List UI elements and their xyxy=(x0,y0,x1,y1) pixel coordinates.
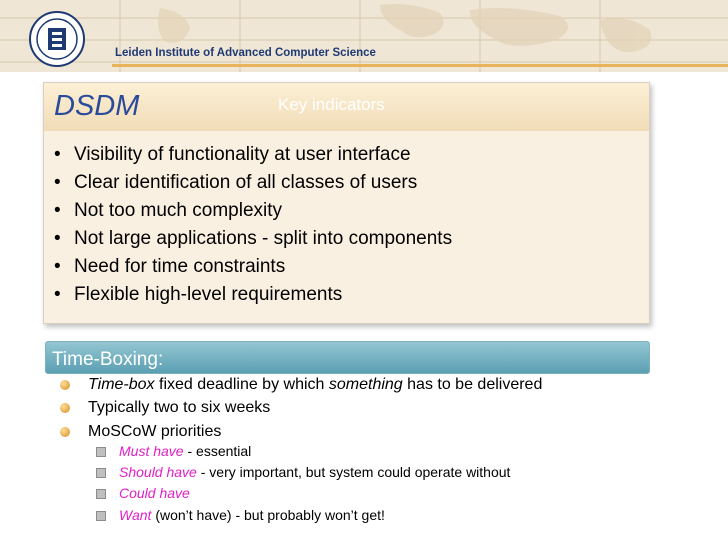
orange-bullet-icon xyxy=(60,403,70,413)
university-seal-icon xyxy=(28,10,86,68)
list-item: • Clear identification of all classes of users xyxy=(54,172,418,193)
slide-title: DSDM xyxy=(54,90,140,122)
gray-square-bullet-icon xyxy=(96,447,106,457)
orange-bullet-icon xyxy=(60,380,70,390)
timeboxing-title: Time-Boxing: xyxy=(52,349,164,370)
dsdm-panel xyxy=(43,82,650,324)
orange-bullet-icon xyxy=(60,427,70,437)
key-indicators-list xyxy=(54,141,452,309)
dsdm-panel-header xyxy=(44,83,649,131)
list-item: • Not too much complexity xyxy=(54,200,283,221)
list-item: • Need for time constraints xyxy=(54,256,286,277)
header-banner xyxy=(0,0,728,72)
header-divider xyxy=(112,64,728,67)
world-map-background xyxy=(0,0,728,72)
timeboxing-header xyxy=(45,341,650,374)
slide-subtitle: Key indicators xyxy=(278,95,385,114)
gray-square-bullet-icon xyxy=(96,489,106,499)
gray-square-bullet-icon xyxy=(96,468,106,478)
list-item: • Visibility of functionality at user interface xyxy=(54,144,411,165)
institute-name: Leiden Institute of Advanced Computer Science xyxy=(115,47,376,59)
list-item: • Flexible high-level requirements xyxy=(54,284,343,305)
list-item: • Not large applications - split into components xyxy=(54,228,453,249)
gray-square-bullet-icon xyxy=(96,511,106,521)
